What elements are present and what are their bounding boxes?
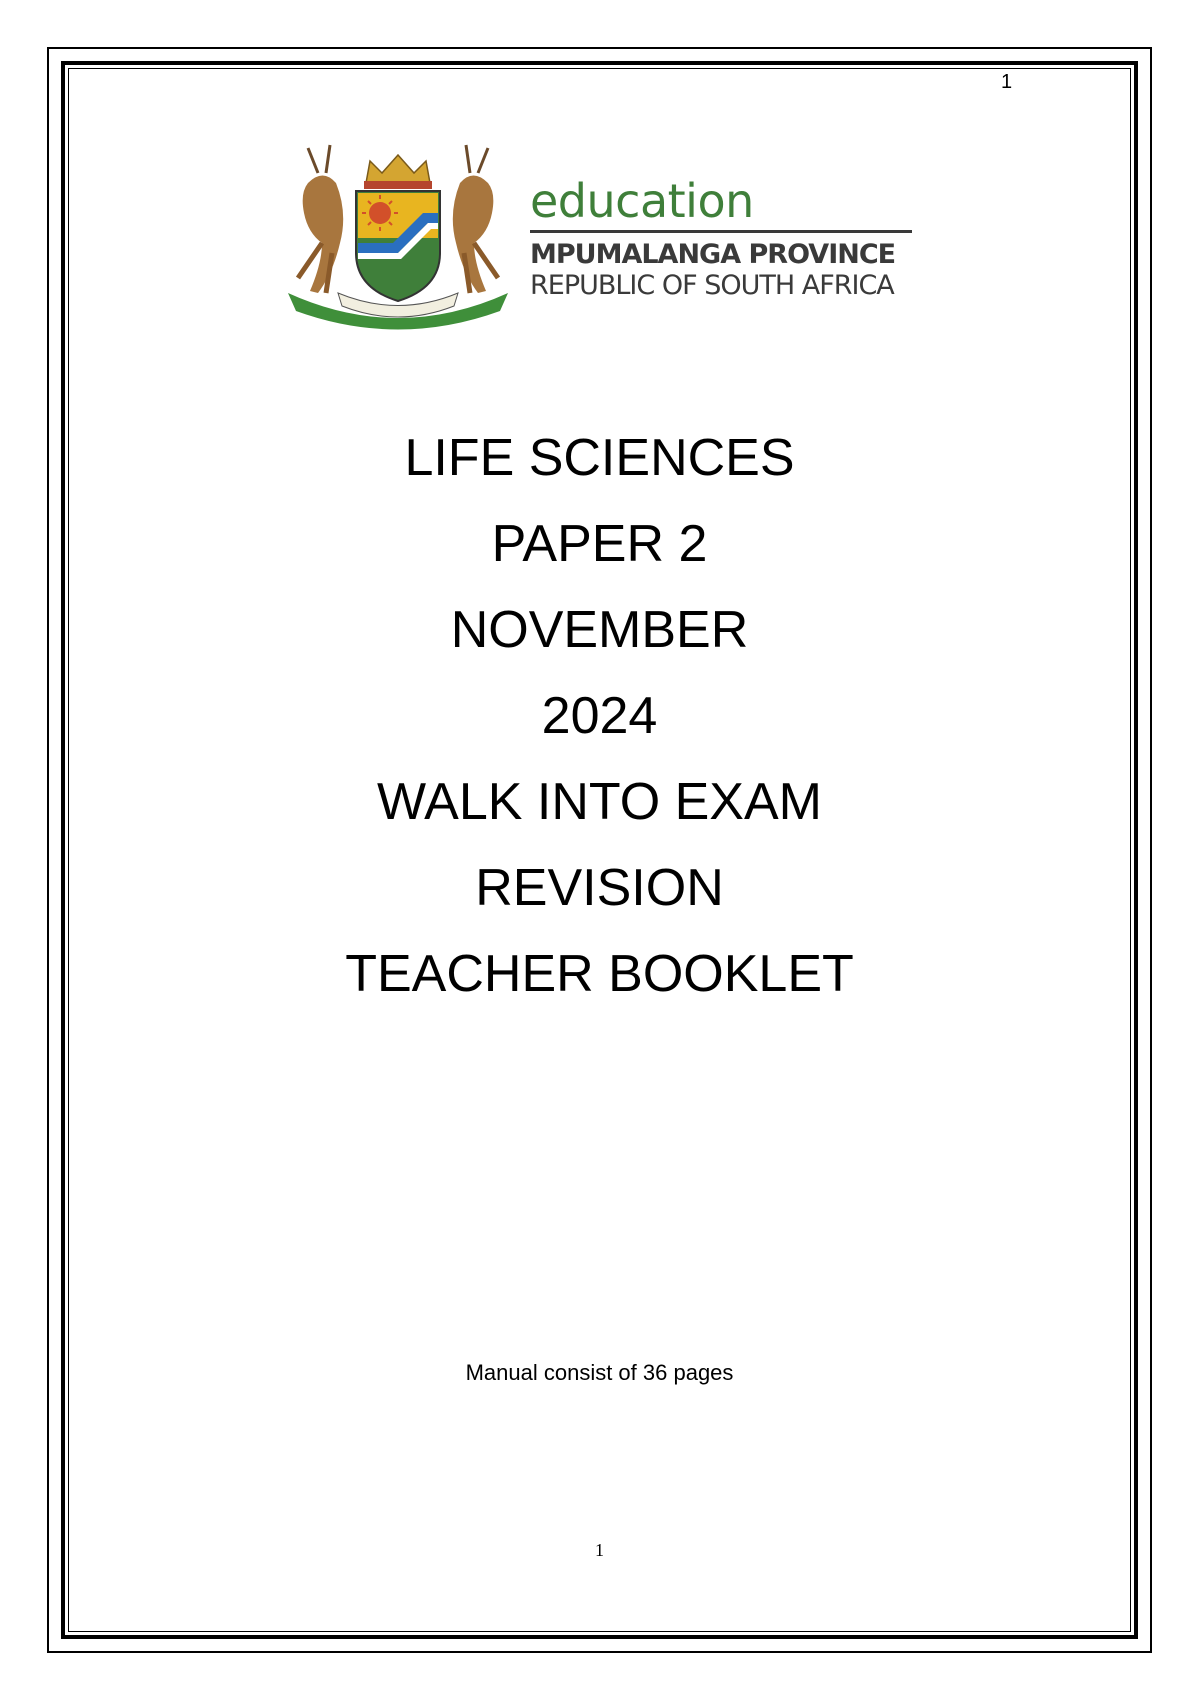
title-block — [68, 415, 1131, 1017]
title-line-year: 2024 — [541, 687, 658, 745]
country-label: REPUBLIC OF SOUTH AFRICA — [530, 270, 894, 302]
title-line-paper: PAPER 2 — [491, 515, 708, 573]
title-line-teacher-booklet: TEACHER BOOKLET — [345, 945, 854, 1003]
education-wordmark — [530, 174, 920, 302]
corner-page-mark: 1 — [1001, 71, 1013, 93]
page-count-note: Manual consist of 36 pages — [465, 1360, 734, 1385]
title-line-walk-into-exam: WALK INTO EXAM — [377, 773, 822, 831]
footer-page-number: 1 — [595, 1540, 604, 1560]
title-line-month: NOVEMBER — [450, 601, 749, 659]
title-line-revision: REVISION — [475, 859, 724, 917]
education-label: education — [530, 174, 754, 228]
title-line-subject: LIFE SCIENCES — [404, 429, 795, 487]
coat-of-arms-logo — [278, 143, 518, 333]
wordmark-rule — [530, 230, 912, 233]
province-label: MPUMALANGA PROVINCE — [530, 239, 896, 270]
